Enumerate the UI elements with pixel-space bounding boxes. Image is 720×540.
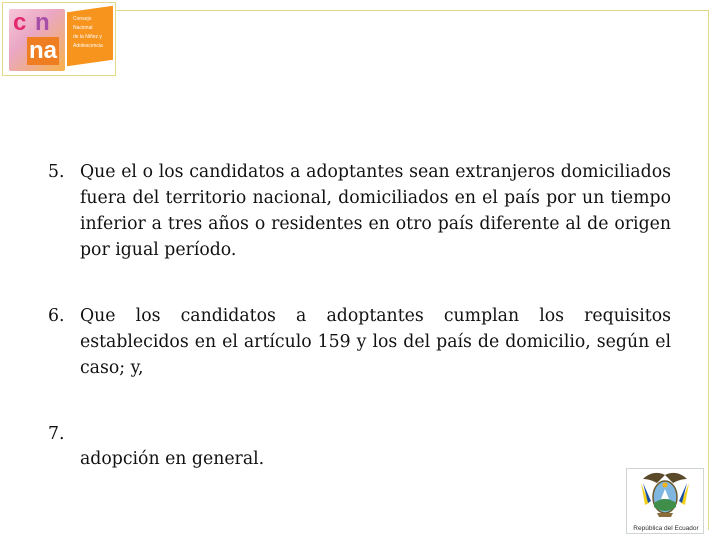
frame-top-line [116, 10, 708, 11]
frame-right-line [708, 10, 709, 530]
seal-caption: República del Ecuador [633, 525, 699, 532]
list-item-number: 7. [48, 424, 65, 444]
logo-letter-c: c [13, 9, 26, 36]
list-item-text: Que el o los candidatos a adoptantes sean extranjeros domiciliados fuera del territorio nacional, domiciliados en el país por un tiempo inferior a tres años o residentes en otro país diferente al de origen por igual período. [80, 162, 671, 260]
cnna-logo [2, 2, 116, 76]
logo-text [73, 15, 103, 51]
list-item-number: 6. [48, 306, 65, 326]
logo-text-line: Adolescencia [73, 43, 103, 49]
list-item-number: 5. [48, 162, 65, 182]
logo-text-line: Nacional [73, 25, 93, 31]
logo-letters-na: na [29, 37, 58, 64]
ecuador-seal [626, 468, 704, 534]
logo-letter-n: n [35, 9, 50, 36]
ecuador-coat-of-arms-icon [627, 469, 703, 521]
logo-text-line: Consejo [73, 16, 92, 22]
list-item-text: Que los candidatos a adoptantes cumplan los requisitos establecidos en el artículo 159 y los del país de domicilio, según el caso; y, [80, 306, 671, 378]
logo-text-line: de la Niñez y [73, 34, 102, 40]
list-item-text: adopción en general. [80, 449, 265, 469]
